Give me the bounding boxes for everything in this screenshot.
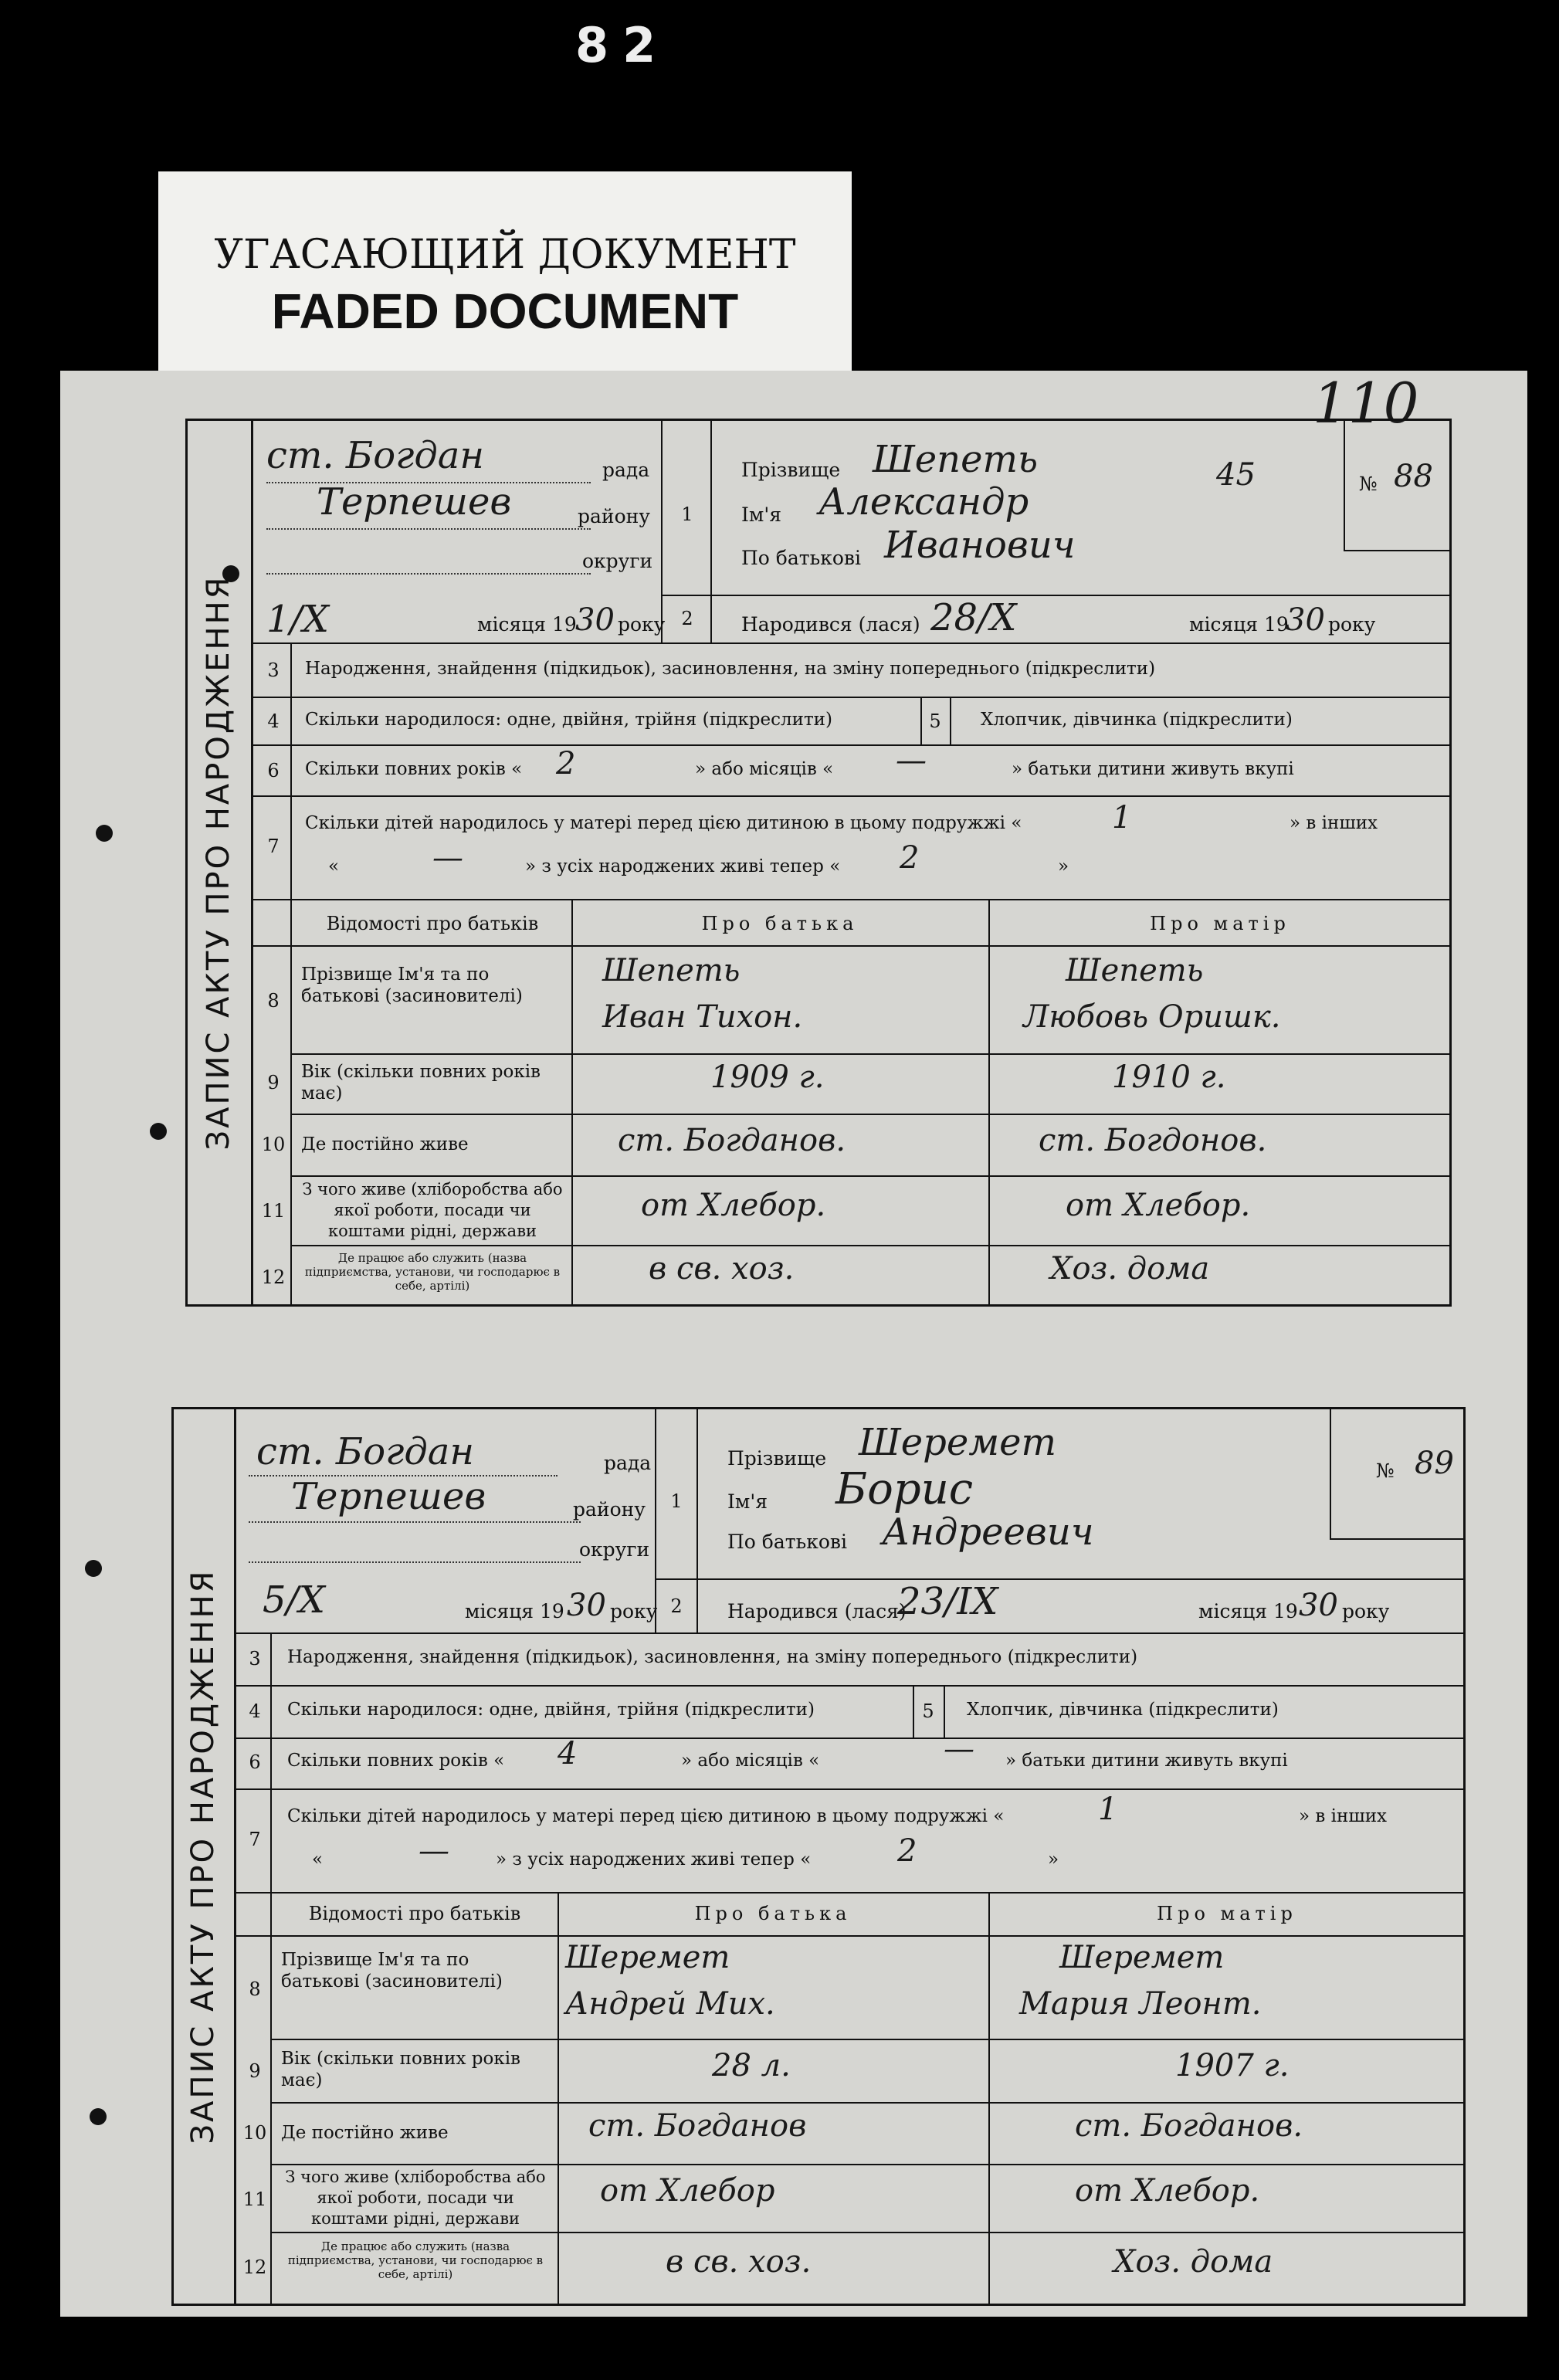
row6-label-b: » або місяців « (681, 1751, 820, 1771)
registration-date: 1/X (266, 598, 329, 641)
row-number: 4 (267, 710, 280, 732)
act-number: 88 (1394, 459, 1433, 494)
mother-residence: ст. Богдонов. (1039, 1123, 1267, 1158)
mother-column-header: Про матір (1157, 1903, 1297, 1924)
row7-label-d: » з усіх народжених живі тепер « (496, 1849, 812, 1870)
row7-children-alive: 2 (897, 1833, 917, 1869)
stamp-line-english: FADED DOCUMENT (271, 283, 739, 339)
father-residence: ст. Богданов (588, 2108, 807, 2144)
father-residence: ст. Богданов. (618, 1123, 846, 1158)
row3-text: Народження, знайдення (підкидьок), засиновлення, на зміну попереднього (підкреслити) (287, 1647, 1138, 1667)
row7-label-b: » в інших (1290, 813, 1378, 833)
registration-month-label: місяця 19 (477, 613, 577, 636)
punch-hole (96, 825, 113, 842)
row10-label: Де постійно живе (301, 1134, 469, 1154)
row7-label-d: » з усіх народжених живі тепер « (525, 856, 841, 876)
row-number: 9 (267, 1072, 280, 1093)
row7-children-other: — (432, 840, 463, 876)
registration-year-label: року (618, 613, 666, 636)
punch-hole (90, 2108, 107, 2125)
patronymic-value: Андреевич (882, 1510, 1094, 1554)
registration-year-label: року (610, 1600, 658, 1622)
father-work: в св. хоз. (666, 2244, 812, 2280)
birth-year-label: року (1328, 613, 1376, 636)
stamp-line-russian: УГАСАЮЩИЙ ДОКУМЕНТ (214, 232, 796, 278)
sidebar-title: ЗАПИС АКТУ ПРО НАРОДЖЕННЯ (185, 1568, 221, 2144)
row-number: 6 (267, 760, 280, 781)
father-column-header: Про батька (694, 1903, 852, 1924)
name-label: Ім'я (741, 503, 781, 526)
birth-date: 23/IX (897, 1580, 998, 1623)
patronymic-label: По батькові (741, 547, 861, 569)
council-label: рада (602, 459, 650, 481)
page-number: 110 (1313, 371, 1419, 436)
row7-label-c: « (312, 1849, 324, 1870)
row12-label: Де працює або служить (назва підприємства, установи, чи господарює в себе, артілі) (287, 2239, 544, 2281)
district-value: Терпешев (317, 480, 512, 524)
birth-month-label: місяця 19 (1198, 1600, 1298, 1622)
mother-residence: ст. Богданов. (1075, 2108, 1303, 2144)
row6-label-c: » батьки дитини живуть вкупі (1012, 759, 1294, 779)
council-value: ст. Богдан (266, 434, 484, 477)
father-livelihood: от Хлебор. (641, 1188, 826, 1223)
row9-label: Вік (скільки повних років має) (301, 1062, 541, 1104)
father-column-header: Про батька (701, 913, 859, 934)
row-number: 7 (249, 1829, 261, 1850)
row4-text: Скільки народилося: одне, двійня, трійня (підкреслити) (287, 1700, 815, 1720)
punch-hole (85, 1560, 102, 1577)
row4-text: Скільки народилося: одне, двійня, трійня (підкреслити) (305, 710, 832, 730)
row5-text: Хлопчик, дівчинка (підкреслити) (967, 1700, 1279, 1720)
parents-info-header: Відомості про батьків (326, 913, 539, 934)
surname-value: Шепеть (873, 438, 1039, 481)
father-name: Иван Тихон. (602, 999, 803, 1035)
okrug-label: округи (579, 1538, 650, 1561)
district-label: району (578, 505, 650, 527)
mother-work: Хоз. дома (1050, 1251, 1210, 1287)
row-number: 6 (249, 1751, 261, 1773)
name-value: Борис (835, 1464, 974, 1514)
row11-label: З чого живе (хліборобства або якої роботи, посади чи коштами рідні, держави (302, 1180, 563, 1240)
name-value: Александр (818, 480, 1029, 524)
row-number: 8 (249, 1978, 261, 2000)
birth-date: 28/X (930, 596, 1017, 639)
registration-year: 30 (567, 1588, 606, 1623)
row7-label-a: Скільки дітей народилось у матері перед цією дитиною в цьому подружжі « (287, 1806, 1005, 1826)
row6-months: — (944, 1731, 974, 1767)
mother-work: Хоз. дома (1113, 2244, 1273, 2280)
row11-label: З чого живе (хліборобства або якої роботи, посади чи коштами рідні, держави (285, 2168, 546, 2228)
row-number: 3 (267, 659, 280, 681)
mother-age: 1910 г. (1112, 1059, 1226, 1095)
row-number: 12 (242, 2256, 267, 2278)
row-number: 12 (261, 1266, 286, 1288)
frame-number-mark: 82 (575, 17, 670, 73)
form-sidebar (171, 1407, 236, 2306)
row7-children-alive: 2 (900, 840, 920, 876)
row-number: 1 (681, 503, 693, 525)
birth-year-label: року (1342, 1600, 1390, 1622)
mother-column-header: Про матір (1150, 913, 1290, 934)
mother-livelihood: от Хлебор. (1075, 2173, 1260, 2209)
row-number: 2 (681, 608, 693, 629)
row6-label-a: Скільки повних років « (305, 759, 523, 779)
punch-hole (150, 1123, 167, 1140)
name-label: Ім'я (727, 1490, 768, 1513)
council-value: ст. Богдан (256, 1430, 474, 1473)
mother-name: Мария Леонт. (1019, 1986, 1262, 2022)
row-number: 11 (242, 2188, 267, 2210)
row8-label: Прізвище Ім'я та по батькові (засиновителі) (281, 1950, 503, 1992)
row10-label: Де постійно живе (281, 2123, 449, 2143)
row6-years: 4 (558, 1736, 578, 1771)
form-sidebar (185, 419, 253, 1307)
father-age: 1909 г. (710, 1059, 825, 1095)
row6-years: 2 (556, 746, 576, 781)
row7-label-c: « (328, 856, 340, 876)
row-number: 3 (249, 1648, 261, 1670)
act-number-label: № (1359, 473, 1378, 495)
birth-year: 30 (1299, 1588, 1338, 1623)
birth-record-form-2 (171, 1407, 1466, 2306)
surname-label: Прізвище (727, 1447, 827, 1470)
district-label: району (573, 1498, 646, 1521)
row9-label: Вік (скільки повних років має) (281, 2049, 520, 2090)
row-number: 1 (670, 1490, 683, 1512)
father-livelihood: от Хлебор (600, 2173, 775, 2209)
born-label: Народився (лася) (741, 613, 920, 636)
act-number-label: № (1376, 1460, 1395, 1482)
row-number: 10 (242, 2122, 267, 2144)
father-surname: Шепеть (602, 953, 741, 988)
act-number: 89 (1415, 1446, 1454, 1481)
father-surname: Шеремет (565, 1940, 730, 1975)
row-number: 5 (922, 1700, 934, 1722)
birth-year: 30 (1286, 602, 1325, 638)
mother-surname: Шепеть (1066, 953, 1204, 988)
row7-label-e: » (1048, 1849, 1059, 1870)
row-number: 4 (249, 1700, 261, 1722)
row7-label-e: » (1058, 856, 1069, 876)
registration-month-label: місяця 19 (465, 1600, 564, 1622)
row7-children-before: 1 (1112, 800, 1132, 836)
row8-label: Прізвище Ім'я та по батькові (засиновителі) (301, 965, 523, 1006)
row12-label: Де працює або служить (назва підприємства, установи, чи господарює в себе, артілі) (304, 1251, 561, 1293)
registration-year: 30 (575, 602, 615, 638)
row6-label-b: » або місяців « (695, 759, 834, 779)
row5-text: Хлопчик, дівчинка (підкреслити) (981, 710, 1293, 730)
mother-surname: Шеремет (1059, 1940, 1225, 1975)
surname-value: Шеремет (859, 1421, 1057, 1464)
patronymic-value: Иванович (884, 524, 1076, 567)
row7-children-other: — (419, 1833, 449, 1869)
father-name: Андрей Мих. (565, 1986, 775, 2022)
mother-name: Любовь Оришк. (1023, 999, 1281, 1035)
birth-month-label: місяця 19 (1189, 613, 1289, 636)
mother-livelihood: от Хлебор. (1066, 1188, 1251, 1223)
row6-months: — (896, 743, 927, 778)
row-number: 8 (267, 990, 280, 1012)
row7-children-before: 1 (1098, 1792, 1118, 1827)
row-number: 5 (929, 710, 941, 732)
parents-info-header: Відомості про батьків (308, 1903, 521, 1924)
father-age: 28 л. (712, 2048, 791, 2083)
father-work: в св. хоз. (649, 1251, 795, 1287)
corner-mark: 45 (1216, 457, 1256, 493)
row7-label-a: Скільки дітей народилось у матері перед цією дитиною в цьому подружжі « (305, 813, 1022, 833)
patronymic-label: По батькові (727, 1531, 847, 1553)
row3-text: Народження, знайдення (підкидьок), засиновлення, на зміну попереднього (підкреслити) (305, 659, 1156, 679)
district-value: Терпешев (291, 1475, 486, 1518)
surname-label: Прізвище (741, 459, 841, 481)
faded-document-stamp (158, 171, 852, 374)
birth-record-form-1 (185, 419, 1452, 1307)
sidebar-title: ЗАПИС АКТУ ПРО НАРОДЖЕННЯ (200, 575, 236, 1151)
row-number: 9 (249, 2060, 261, 2082)
row-number: 11 (261, 1200, 286, 1222)
mother-age: 1907 г. (1175, 2048, 1290, 2083)
row6-label-a: Скільки повних років « (287, 1751, 505, 1771)
okrug-label: округи (582, 550, 653, 572)
council-label: рада (604, 1452, 652, 1474)
row-number: 2 (670, 1595, 683, 1617)
row-number: 7 (267, 836, 280, 857)
row6-label-c: » батьки дитини живуть вкупі (1005, 1751, 1288, 1771)
registration-date: 5/X (263, 1578, 325, 1622)
born-label: Народився (лася) (727, 1600, 907, 1622)
row7-label-b: » в інших (1299, 1806, 1388, 1826)
row-number: 10 (261, 1134, 286, 1155)
